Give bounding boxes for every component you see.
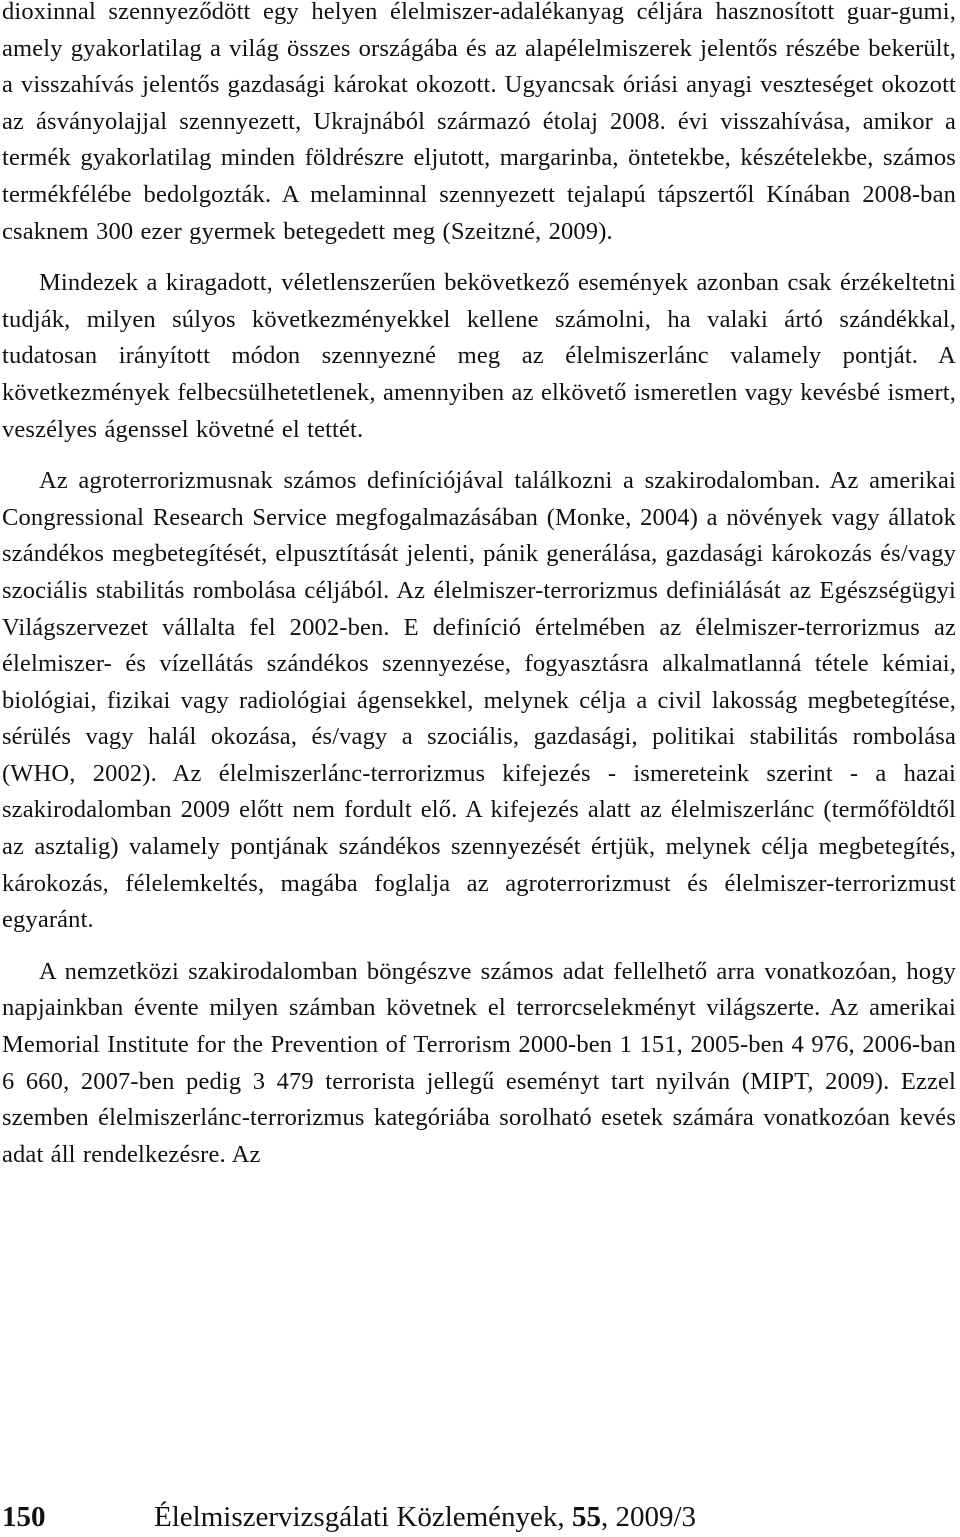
paragraph-continuation: dioxinnal szennyeződött egy helyen élelmiszer-adalékanyag céljára hasznosított guar-gumi, amely gyakorlatilag a világ összes országába és az alapélelmiszerek jelentős részébe bekerült, a visszahívás jelentős gazdasági károkat okozott. Ugyancsak óriási anyagi veszteséget okozott az ásványolajjal szennyezett, Ukrajnából származó étolaj 2008. évi visszahívása, amikor a termék gyakorlatilag minden földrészre eljutott, margarinba, öntetekbe, készételekbe, számos termékfélébe bedolgozták. A melaminnal szennyezett tejalapú tápszertől Kínában 2008-ban csaknem 300 ezer gyermek betegedett meg (Szeitzné, 2009). bbox=[2, 0, 956, 245]
journal-volume: 55 bbox=[571, 1501, 601, 1533]
journal-title: Élelmiszervizsgálati Közlemények, bbox=[154, 1501, 572, 1533]
body-text bbox=[2, 0, 956, 1188]
page-footer bbox=[2, 1497, 956, 1537]
page-number: 150 bbox=[2, 1501, 46, 1533]
paragraph-consequences: Mindezek a kiragadott, véletlenszerűen bekövetkező események azonban csak érzékeltetni tudják, milyen súlyos következményekkel kellene számolni, ha valaki ártó szándékkal, tudatosan irányított módon szennyezné meg az élelmiszerlánc valamely pontját. A következmények felbecsülhetetlenek, amennyiben az elkövető ismeretlen vagy kevésbé ismert, veszélyes ágenssel követné el tettét. bbox=[2, 269, 956, 443]
journal-issue: , 2009/3 bbox=[600, 1501, 696, 1533]
journal-citation bbox=[154, 1497, 696, 1537]
paragraph-definitions: Az agroterrorizmusnak számos definíciójával találkozni a szakirodalomban. Az amerikai Congressional Research Service megfogalmazásában (Monke, 2004) a növények vagy állatok szándékos megbetegítését, elpusztítását jelenti, pánik generálása, gazdasági károkozás és/vagy szociális stabilitás rombolása céljából. Az élelmiszer-terrorizmus definiálását az Egészségügyi Világszervezet vállalta fel 2002-ben. E definíció értelmében az élelmiszer-terrorizmus az élelmiszer- és vízellátás szándékos szennyezése, fogyasztásra alkalmatlanná tétele kémiai, biológiai, fizikai vagy radiológiai ágensekkel, melynek célja a civil lakosság megbetegítése, sérülés vagy halál okozása, és/vagy a szociális, gazdasági, politikai stabilitás rombolása (WHO, 2002). Az élelmiszerlánc-terrorizmus kifejezés - ismereteink szerint - a hazai szakirodalomban 2009 előtt nem fordult elő. A kifejezés alatt az élelmiszerlánc (termőföldtől az asztalig) valamely pontjának szándékos szennyezését értjük, melynek célja megbetegítés, károkozás, félelemkeltés, magába foglalja az agroterrorizmust és élelmiszer-terrorizmust egyaránt. bbox=[2, 467, 956, 934]
paragraph-statistics: A nemzetközi szakirodalomban böngészve számos adat fellelhető arra vonatkozóan, hogy napjainkban évente milyen számban követnek el terrorcselekményt világszerte. Az amerikai Memorial Institute for the Prevention of Terrorism 2000-ben 1 151, 2005-ben 4 976, 2006-ban 6 660, 2007-ben pedig 3 479 terrorista jellegű eseményt tart nyilván (MIPT, 2009). Ezzel szemben élelmiszerlánc-terrorizmus kategóriába sorolható esetek számára vonatkozóan kevés adat áll rendelkezésre. Az bbox=[2, 957, 956, 1168]
